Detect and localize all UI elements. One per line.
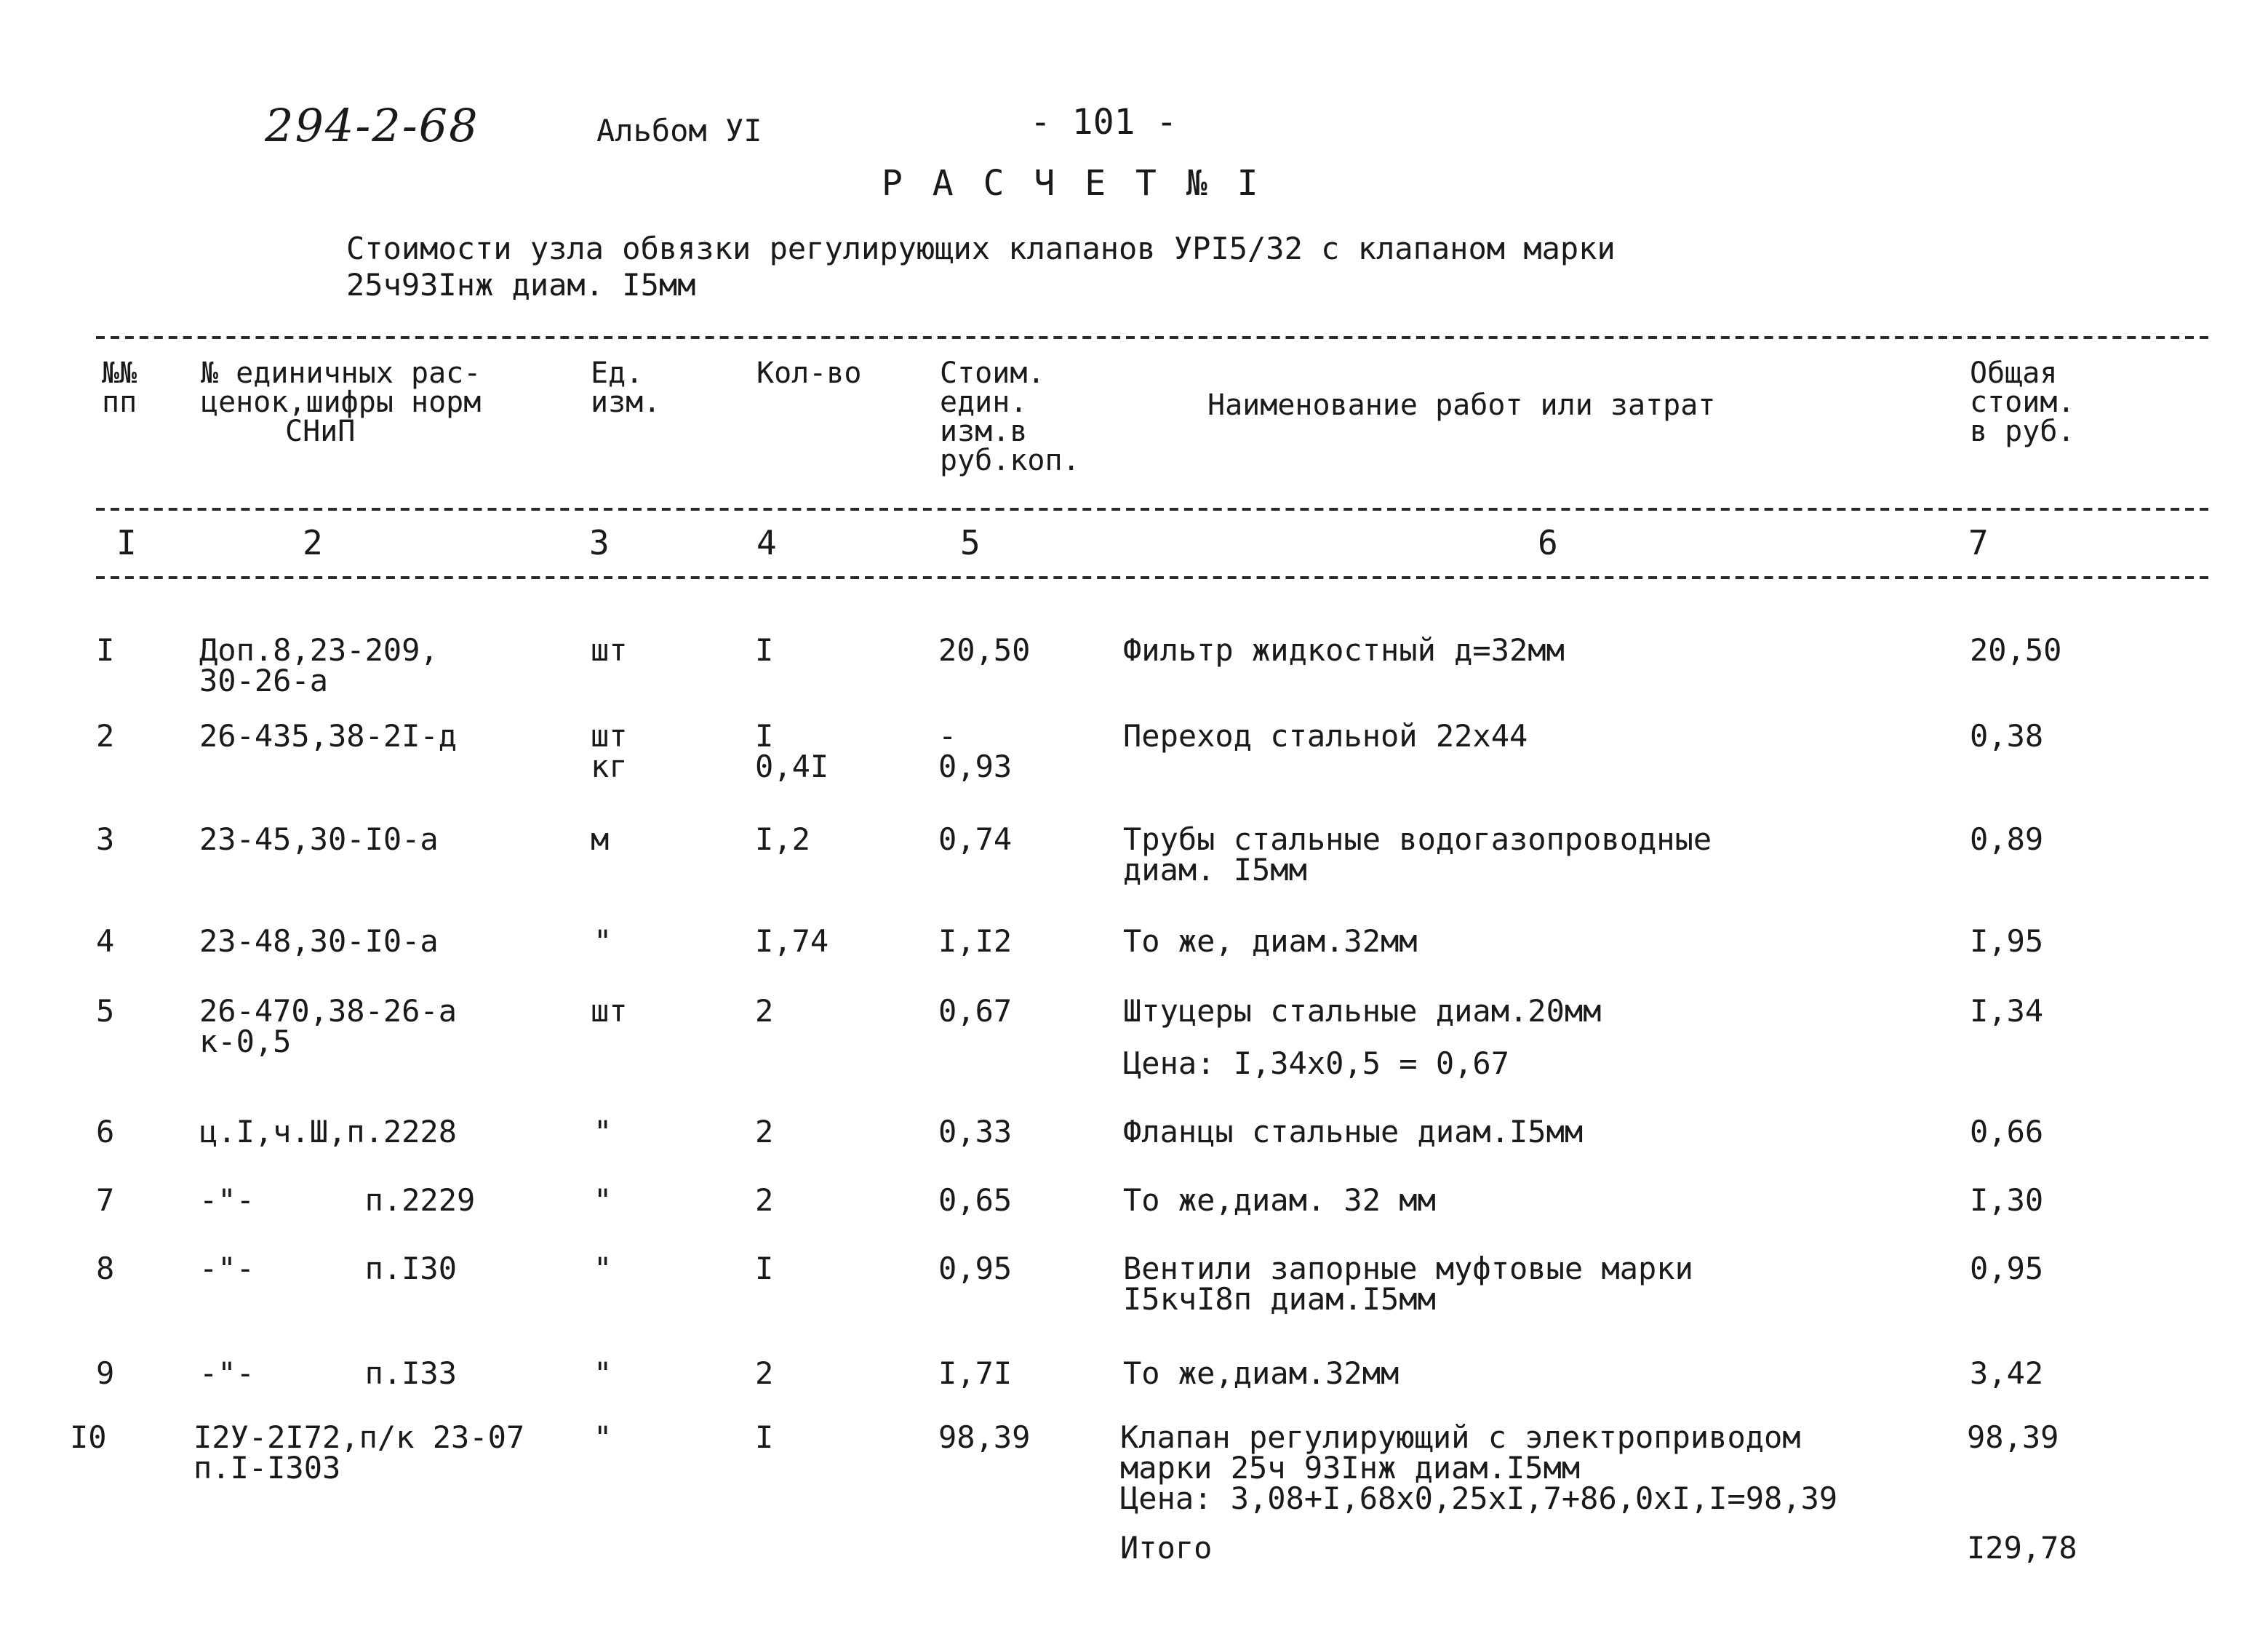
row-8-price: 0,95 — [938, 1251, 1013, 1286]
row-3-name: Трубы стальные водогазопроводные диам. I5мм — [1123, 822, 1712, 888]
row-9-code: -"- п.I33 — [199, 1356, 458, 1391]
row-3-number: 3 — [96, 822, 115, 857]
col-header-7: Общая стоим. в руб. — [1970, 355, 2075, 448]
row-8-qty: I — [755, 1251, 774, 1286]
row-9-unit: " — [594, 1356, 612, 1391]
row-9-qty: 2 — [755, 1356, 774, 1391]
row-7-price: 0,65 — [938, 1183, 1013, 1218]
row-10-price: 98,39 — [938, 1420, 1031, 1455]
row-6-qty: 2 — [755, 1115, 774, 1149]
row-5-code: 26-470,38-26-а к-0,5 — [199, 994, 458, 1059]
row-9-number: 9 — [96, 1356, 115, 1391]
row-6-unit: " — [594, 1115, 612, 1149]
col-number-3: 3 — [589, 525, 610, 563]
row-10-total: 98,39 — [1967, 1420, 2059, 1455]
subtitle-line-2: 25ч93Iнж диам. I5мм — [346, 268, 696, 303]
row-8-name: Вентили запорные муфтовые марки I5кчI8п диам.I5мм — [1123, 1251, 1693, 1317]
row-4-qty: I,74 — [755, 924, 829, 959]
row-1-total: 20,50 — [1970, 633, 2062, 668]
row-1-unit: шт — [591, 633, 628, 668]
row-4-price: I,I2 — [938, 924, 1013, 959]
row-6-price: 0,33 — [938, 1115, 1013, 1149]
row-8-code: -"- п.I30 — [199, 1251, 458, 1286]
row-10-code: I2У-2I72,п/к 23-07 п.I-I303 — [193, 1420, 525, 1486]
row-4-total: I,95 — [1970, 924, 2044, 959]
row-10-name: Клапан регулирующий с электроприводом марки 25ч 93Iнж диам.I5мм Цена: 3,08+I,68х0,25хI,7+86,0хI,I=98,39 — [1120, 1420, 1838, 1516]
row-6-number: 6 — [96, 1115, 115, 1149]
row-4-number: 4 — [96, 924, 115, 959]
row-7-total: I,30 — [1970, 1183, 2044, 1218]
row-8-number: 8 — [96, 1251, 115, 1286]
row-2-total: 0,38 — [1970, 719, 2044, 754]
col-number-4: 4 — [756, 525, 777, 563]
col-header-6: Наименование работ или затрат — [1207, 387, 1716, 422]
row-5-number: 5 — [96, 994, 115, 1029]
row-5-unit: шт — [591, 994, 628, 1029]
col-header-4: Кол-во — [756, 355, 862, 390]
row-5-price: 0,67 — [938, 994, 1013, 1029]
row-10-number: I0 — [70, 1420, 107, 1455]
row-5-name: Штуцеры стальные диам.20мм — [1123, 994, 1602, 1029]
row-2-code: 26-435,38-2I-д — [199, 719, 458, 754]
row-7-name: То же,диам. 32 мм — [1123, 1183, 1436, 1218]
row-5-qty: 2 — [755, 994, 774, 1029]
row-4-unit: " — [594, 924, 612, 959]
row-2-number: 2 — [96, 719, 115, 754]
row-9-price: I,7I — [938, 1356, 1013, 1391]
row-7-qty: 2 — [755, 1183, 774, 1218]
row-3-unit: м — [591, 822, 610, 857]
col-number-1: I — [116, 525, 137, 563]
row-8-total: 0,95 — [1970, 1251, 2044, 1286]
rule-column-numbers — [96, 576, 2208, 579]
row-2-price: - 0,93 — [938, 719, 1013, 784]
row-3-qty: I,2 — [755, 822, 810, 857]
row-2-qty: I 0,4I — [755, 719, 829, 784]
row-9-name: То же,диам.32мм — [1123, 1356, 1399, 1391]
row-5-price-note: Цена: I,34х0,5 = 0,67 — [1123, 1046, 1510, 1081]
row-9-total: 3,42 — [1970, 1356, 2044, 1391]
row-8-unit: " — [594, 1251, 612, 1286]
row-4-code: 23-48,30-I0-а — [199, 924, 439, 959]
document-title: Р А С Ч Е Т № I — [882, 163, 1263, 204]
subtitle-line-1: Стоимости узла обвязки регулирующих клапанов УРI5/32 с клапаном марки — [346, 231, 1616, 266]
row-7-code: -"- п.2229 — [199, 1183, 476, 1218]
col-number-6: 6 — [1538, 525, 1558, 563]
col-header-1: №№ пп — [102, 355, 137, 419]
row-10-qty: I — [755, 1420, 774, 1455]
row-2-name: Переход стальной 22х44 — [1123, 719, 1528, 754]
document-code: 294-2-68 — [265, 100, 479, 153]
col-number-5: 5 — [960, 525, 981, 563]
rule-header-bottom — [96, 508, 2208, 511]
album-label: Альбом УI — [596, 113, 762, 148]
col-header-5: Стоим. един. изм.в руб.коп. — [940, 355, 1080, 477]
total-value: I29,78 — [1967, 1531, 2077, 1566]
row-3-total: 0,89 — [1970, 822, 2044, 857]
row-7-unit: " — [594, 1183, 612, 1218]
row-3-price: 0,74 — [938, 822, 1013, 857]
col-header-3: Ед. изм. — [591, 355, 661, 419]
row-6-name: Фланцы стальные диам.I5мм — [1123, 1115, 1584, 1149]
row-1-qty: I — [755, 633, 774, 668]
col-number-7: 7 — [1968, 525, 1989, 563]
row-1-number: I — [96, 633, 115, 668]
row-4-name: То же, диам.32мм — [1123, 924, 1418, 959]
row-5-total: I,34 — [1970, 994, 2044, 1029]
row-2-unit: шт кг — [591, 719, 628, 784]
row-1-price: 20,50 — [938, 633, 1031, 668]
row-1-code: Доп.8,23-209, 30-26-а — [199, 633, 439, 698]
col-number-2: 2 — [303, 525, 323, 563]
row-6-code: ц.I,ч.Ш,п.2228 — [199, 1115, 458, 1149]
row-3-code: 23-45,30-I0-а — [199, 822, 439, 857]
page-number: - 101 - — [1030, 102, 1178, 143]
rule-top — [96, 336, 2208, 339]
col-header-2: № единичных рас- ценок,шифры норм СНиП — [201, 355, 482, 448]
row-6-total: 0,66 — [1970, 1115, 2044, 1149]
total-label: Итого — [1120, 1531, 1213, 1566]
row-7-number: 7 — [96, 1183, 115, 1218]
row-1-name: Фильтр жидкостный д=32мм — [1123, 633, 1565, 668]
row-10-unit: " — [594, 1420, 612, 1455]
